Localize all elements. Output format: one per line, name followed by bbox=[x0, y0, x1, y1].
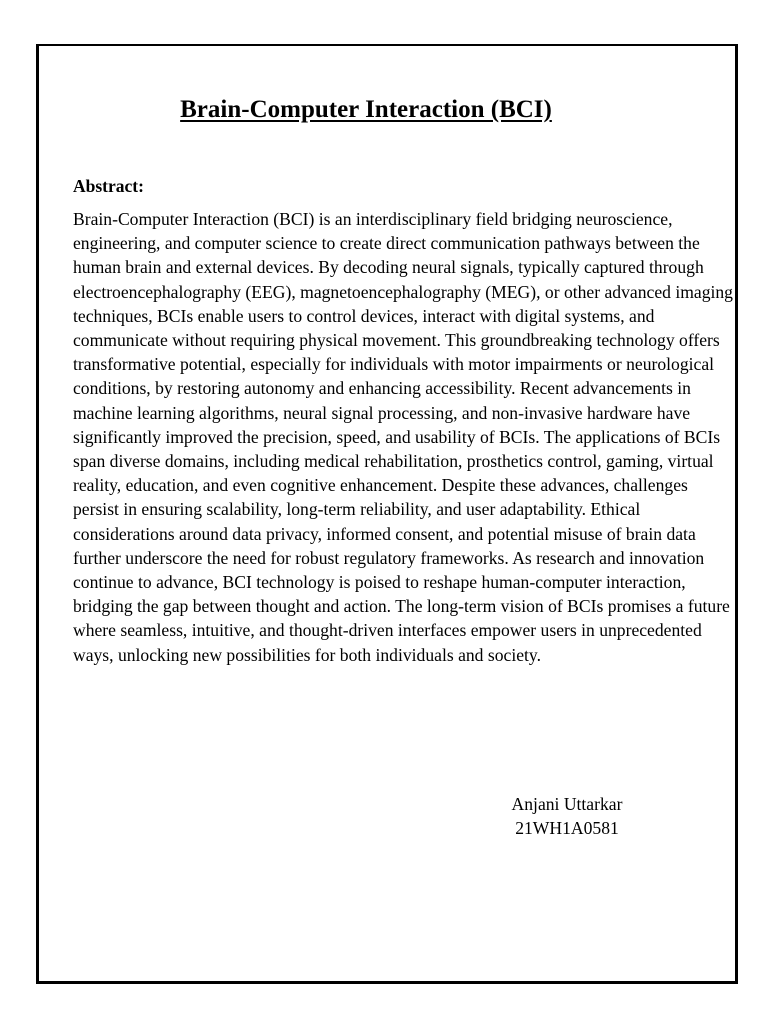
author-name: Anjani Uttarkar bbox=[511, 794, 623, 814]
author-id: 21WH1A0581 bbox=[515, 818, 619, 838]
document-title: Brain-Computer Interaction (BCI) bbox=[180, 96, 552, 123]
author-signature-block bbox=[490, 792, 644, 840]
abstract-heading: Abstract: bbox=[73, 176, 144, 196]
abstract-text: Brain-Computer Interaction (BCI) is an interdisciplinary field bridging neuroscience, engineering, and computer science to create direct communication pathways between the human brain and external devices. By decoding neural signals, typically captured through electroencephalography (EEG), magnetoencephalography (MEG), or other advanced imaging techniques, BCIs enable users to control devices, interact with digital systems, and communicate without requiring physical movement. This groundbreaking technology offers transformative potential, especially for individuals with motor impairments or neurological conditions, by restoring autonomy and enhancing accessibility. Recent advancements in machine learning algorithms, neural signal processing, and non-invasive hardware have significantly improved the precision, speed, and usability of BCIs. The applications of BCIs span diverse domains, including medical rehabilitation, prosthetics control, gaming, virtual reality, education, and even cognitive enhancement. Despite these advances, challenges persist in ensuring scalability, long-term reliability, and user adaptability. Ethical considerations around data privacy, informed consent, and potential misuse of brain data further underscore the need for robust regulatory frameworks. As research and innovation continue to advance, BCI technology is poised to reshape human-computer interaction, bridging the gap between thought and action. The long-term vision of BCIs promises a future where seamless, intuitive, and thought-driven interfaces empower users in unprecedented ways, unlocking new possibilities for both individuals and society. bbox=[73, 209, 733, 665]
